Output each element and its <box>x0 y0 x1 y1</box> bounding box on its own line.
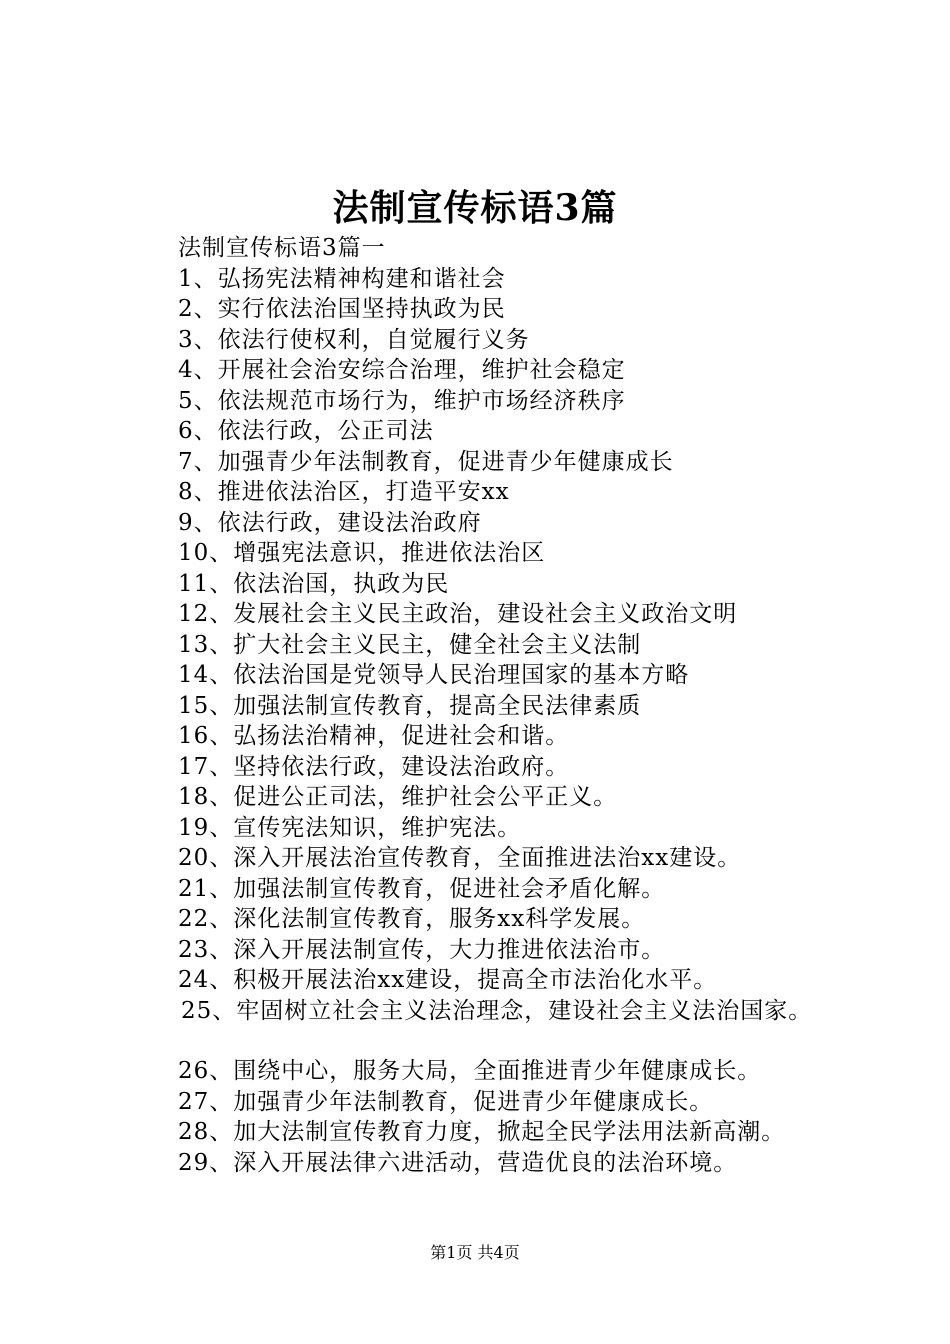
slogan-item: 20、深入开展法治宣传教育，全面推进法治xx建设。 <box>178 845 742 871</box>
slogan-item: 14、依法治国是党领导人民治理国家的基本方略 <box>178 662 690 688</box>
slogan-item: 12、发展社会主义民主政治，建设社会主义政治文明 <box>178 601 738 627</box>
slogan-item: 11、依法治国，执政为民 <box>178 570 450 597</box>
slogan-item: 4、开展社会治安综合治理，维护社会稳定 <box>178 357 626 383</box>
slogan-item: 17、坚持依法行政，建设法治政府。 <box>178 753 570 780</box>
slogan-item: 15、加强法制宣传教育，提高全民法律素质 <box>178 692 642 719</box>
slogan-item: 29、深入开展法律六进活动，营造优良的法治环境。 <box>178 1149 738 1176</box>
document-title: 法制宣传标语3篇 <box>332 187 618 229</box>
slogan-item: 16、弘扬法治精神，促进社会和谐。 <box>178 723 570 749</box>
slogan-item: 6、依法行政，公正司法 <box>178 418 434 444</box>
slogan-item: 9、依法行政，建设法治政府 <box>178 509 482 536</box>
slogan-item: 28、加大法制宣传教育力度，掀起全民学法用法新高潮。 <box>178 1119 786 1145</box>
slogan-item: 21、加强法制宣传教育，促进社会矛盾化解。 <box>178 875 666 902</box>
slogan-item: 22、深化法制宣传教育，服务xx科学发展。 <box>178 906 646 932</box>
slogan-item: 10、增强宪法意识，推进依法治区 <box>178 540 546 566</box>
slogan-item: 13、扩大社会主义民主，健全社会主义法制 <box>178 631 642 658</box>
slogan-item: 24、积极开展法治xx建设，提高全市法治化水平。 <box>178 967 718 993</box>
slogan-item: 2、实行依法治国坚持执政为民 <box>178 296 506 322</box>
slogan-item: 27、加强青少年法制教育，促进青少年健康成长。 <box>178 1088 714 1115</box>
page-footer: 第1页 共4页 <box>430 1243 520 1262</box>
slogan-item: 18、促进公正司法，维护社会公平正义。 <box>178 784 618 810</box>
slogan-item: 5、依法规范市场行为，维护市场经济秩序 <box>178 387 626 414</box>
document-body <box>178 233 878 1178</box>
section-heading: 法制宣传标语3篇一 <box>178 235 386 261</box>
slogan-item: 25、牢固树立社会主义法治理念，建设社会主义法治国家。 <box>181 997 813 1024</box>
slogan-item: 23、深入开展法制宣传，大力推进依法治市。 <box>178 936 666 963</box>
slogan-item: 7、加强青少年法制教育，促进青少年健康成长 <box>178 448 674 475</box>
slogan-item: 1、弘扬宪法精神构建和谐社会 <box>178 265 506 292</box>
slogan-item: 8、推进依法治区，打造平安xx <box>178 479 510 505</box>
slogan-item: 19、宣传宪法知识，维护宪法。 <box>178 814 522 841</box>
slogan-item: 3、依法行使权利，自觉履行义务 <box>178 326 530 353</box>
slogan-item: 26、围绕中心，服务大局，全面推进青少年健康成长。 <box>178 1058 762 1084</box>
